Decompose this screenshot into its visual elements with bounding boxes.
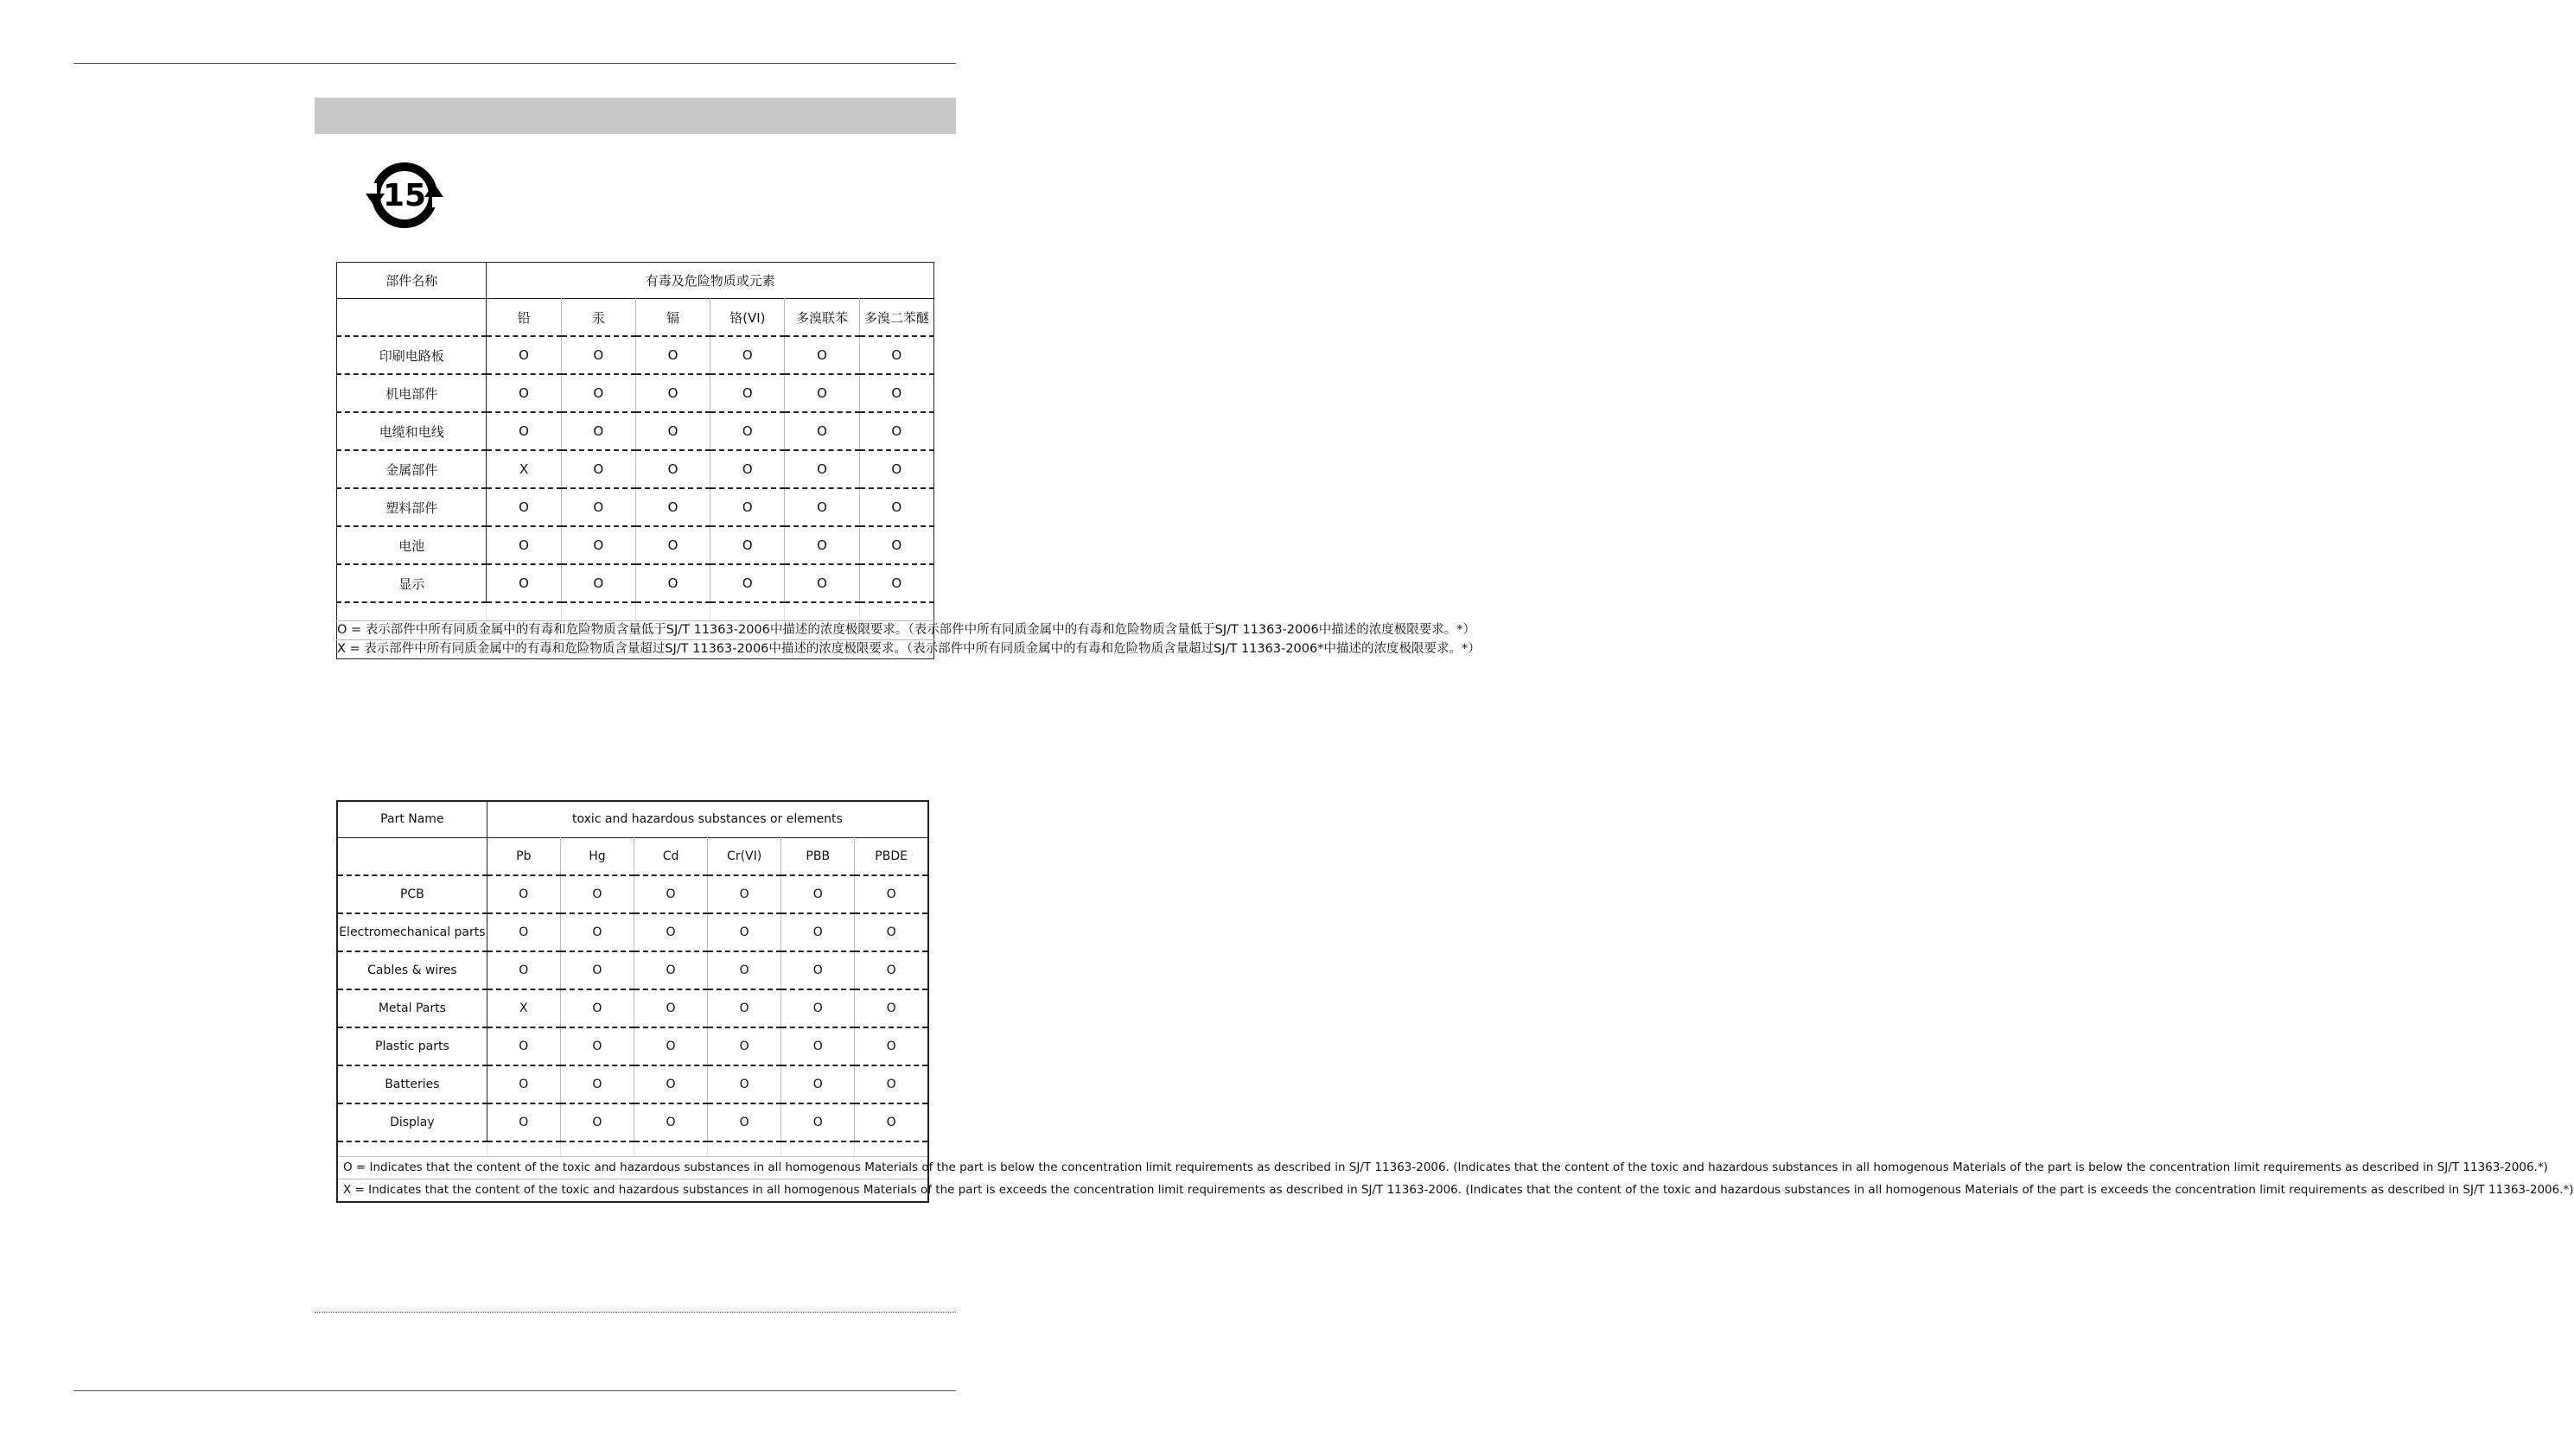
note-o-legend: O = 表示部件中所有同质金属中的有毒和危险物质含量低于SJ/T 11363-2006中描述的浓度极限要求。（表示部件中所有同质金属中的有毒和危险物质含量低于SJ/T 11363-2006中描述的浓度极限要求。*） [337,621,934,640]
substance-value-cell: O [560,1065,634,1103]
substance-value-cell: O [710,488,785,526]
substance-value-cell: O [785,412,859,450]
substance-value-cell: O [785,450,859,488]
part-name-cell: Batteries [337,1065,487,1103]
substance-value-cell: O [487,488,561,526]
note-x-legend: X = Indicates that the content of the toxic and hazardous substances in all homogenous Materials of the part is exceeds the concentration limit requirements as described in SJ/T 11363-2006. (Indicates that the content of the toxic and hazardous substances in all homogenous Materials of the part is exceeds the concentration limit requirements as described in SJ/T 11363-2006.*) [343,1182,2574,1197]
substance-value-cell: O [859,374,933,412]
substance-value-cell: O [487,951,560,989]
substance-value-cell: O [710,526,785,564]
substance-value-cell: O [781,989,855,1027]
substance-value-cell: O [781,913,855,951]
substance-value-cell: O [561,488,635,526]
substance-value-cell: O [708,1103,781,1141]
substance-value-cell: O [859,526,933,564]
table-row [337,374,934,412]
substance-value-cell: O [859,336,933,374]
substance-value-cell: O [708,989,781,1027]
part-name-cell: 显示 [337,564,487,602]
substance-value-cell: O [487,875,560,913]
substance-value-cell: O [785,526,859,564]
part-name-cell: 金属部件 [337,450,487,488]
column-header: 多溴联苯 [785,299,859,337]
substance-value-cell: O [487,1027,560,1065]
part-name-cell: 电缆和电线 [337,412,487,450]
note-x-legend: X = 表示部件中所有同质金属中的有毒和危险物质含量超过SJ/T 11363-2006中描述的浓度极限要求。（表示部件中所有同质金属中的有毒和危险物质含量超过SJ/T 11363-2006*中描述的浓度极限要求。*） [337,642,1481,656]
table-row [337,913,928,951]
column-header: Hg [560,837,634,875]
substance-value-cell: O [634,1065,707,1103]
part-name-cell: PCB [337,875,487,913]
substance-value-cell: O [561,412,635,450]
note-o-legend: O = Indicates that the content of the toxic and hazardous substances in all homogenous Materials of the part is below the concentration limit requirements as described in SJ/T 11363-2006. (Indicates that the content of the toxic and hazardous substances in all homogenous Materials of the part is below the concentration limit requirements as described in SJ/T 11363-2006.*) [337,1156,928,1179]
substance-value-cell: O [635,336,710,374]
substance-value-cell: O [855,1065,928,1103]
footer-rule [73,1390,956,1391]
part-name-cell: Display [337,1103,487,1141]
substance-value-cell: O [785,564,859,602]
substance-value-cell: O [708,913,781,951]
efup-15-icon [363,157,446,233]
substance-value-cell: O [859,488,933,526]
substance-value-cell: O [710,412,785,450]
substance-value-cell: O [560,875,634,913]
substance-value-cell: O [487,1065,560,1103]
substance-value-cell: O [487,564,561,602]
column-header: 镉 [635,299,710,337]
substance-value-cell: O [710,374,785,412]
header-rule [73,63,956,64]
column-header: PBB [781,837,855,875]
column-header: PBDE [855,837,928,875]
substances-group-header: toxic and hazardous substances or elements [571,812,843,827]
substance-value-cell: O [560,989,634,1027]
table-row [337,488,934,526]
substance-value-cell: O [781,1103,855,1141]
substance-value-cell: O [859,450,933,488]
substance-value-cell: O [710,564,785,602]
substance-value-cell: O [635,374,710,412]
hazardous-substances-table-en [336,800,2574,1203]
substance-value-cell: O [635,450,710,488]
table-row [337,1027,928,1065]
substance-value-cell: O [855,913,928,951]
substance-value-cell: O [634,951,707,989]
substance-value-cell: O [487,913,560,951]
table-row [337,526,934,564]
substance-value-cell: O [785,336,859,374]
substance-value-cell: O [710,336,785,374]
substance-value-cell: O [708,875,781,913]
substance-value-cell: O [561,450,635,488]
column-header: 铬(VI) [710,299,785,337]
substance-value-cell: O [855,875,928,913]
substance-value-cell: O [487,336,561,374]
substance-value-cell: O [785,374,859,412]
substance-value-cell: O [560,1027,634,1065]
blank-header-cell [337,837,487,875]
substance-value-cell: O [635,412,710,450]
substance-value-cell: O [634,875,707,913]
substance-value-cell: O [781,875,855,913]
substance-value-cell: O [561,374,635,412]
part-name-cell: 塑料部件 [337,488,487,526]
substance-value-cell: O [487,526,561,564]
table-row [337,564,934,602]
substance-value-cell: O [855,989,928,1027]
substance-value-cell: O [635,526,710,564]
table-row [337,336,934,374]
svg-text:15: 15 [382,178,427,213]
substance-value-cell: O [634,1103,707,1141]
substance-value-cell: O [859,564,933,602]
part-name-cell: Metal Parts [337,989,487,1027]
table-row [337,450,934,488]
table-row [337,1103,928,1141]
substance-value-cell: O [781,1027,855,1065]
substance-value-cell: O [561,526,635,564]
substance-value-cell: O [635,488,710,526]
part-name-header: 部件名称 [337,263,487,299]
column-header: 多溴二苯醚 [859,299,933,337]
part-name-cell: 电池 [337,526,487,564]
substance-value-cell: O [781,951,855,989]
table-row [337,951,928,989]
substance-value-cell: O [855,1027,928,1065]
substance-value-cell: X [487,989,560,1027]
substance-value-cell: O [560,913,634,951]
substance-value-cell: O [785,488,859,526]
part-name-cell: Cables & wires [337,951,487,989]
substance-value-cell: O [560,1103,634,1141]
substance-value-cell: O [710,450,785,488]
substance-value-cell: O [855,951,928,989]
table-row [337,875,928,913]
substance-value-cell: O [560,951,634,989]
substance-value-cell: X [487,450,561,488]
substance-value-cell: O [859,412,933,450]
dotted-separator [315,1312,956,1313]
substance-value-cell: O [635,564,710,602]
part-name-header: Part Name [337,801,487,837]
part-name-cell: 印刷电路板 [337,336,487,374]
section-header-band [315,98,956,134]
substance-value-cell: O [634,989,707,1027]
column-header: 铅 [487,299,561,337]
substance-value-cell: O [708,951,781,989]
substance-value-cell: O [634,1027,707,1065]
part-name-cell: Electromechanical parts [337,913,487,951]
substance-value-cell: O [708,1027,781,1065]
part-name-cell: 机电部件 [337,374,487,412]
substance-value-cell: O [487,412,561,450]
substance-value-cell: O [561,336,635,374]
column-header: Cr(VI) [708,837,781,875]
substance-value-cell: O [855,1103,928,1141]
substance-value-cell: O [781,1065,855,1103]
substance-value-cell: O [561,564,635,602]
hazardous-substances-table-cn [336,262,1481,659]
part-name-cell: Plastic parts [337,1027,487,1065]
table-row [337,989,928,1027]
substance-value-cell: O [487,1103,560,1141]
column-header: 汞 [561,299,635,337]
blank-header-cell [337,299,487,337]
table-row [337,1065,928,1103]
substance-value-cell: O [708,1065,781,1103]
substance-value-cell: O [634,913,707,951]
column-header: Cd [634,837,707,875]
substance-value-cell: O [487,374,561,412]
table-row [337,412,934,450]
substances-group-header: 有毒及危险物质或元素 [645,273,775,289]
column-header: Pb [487,837,560,875]
